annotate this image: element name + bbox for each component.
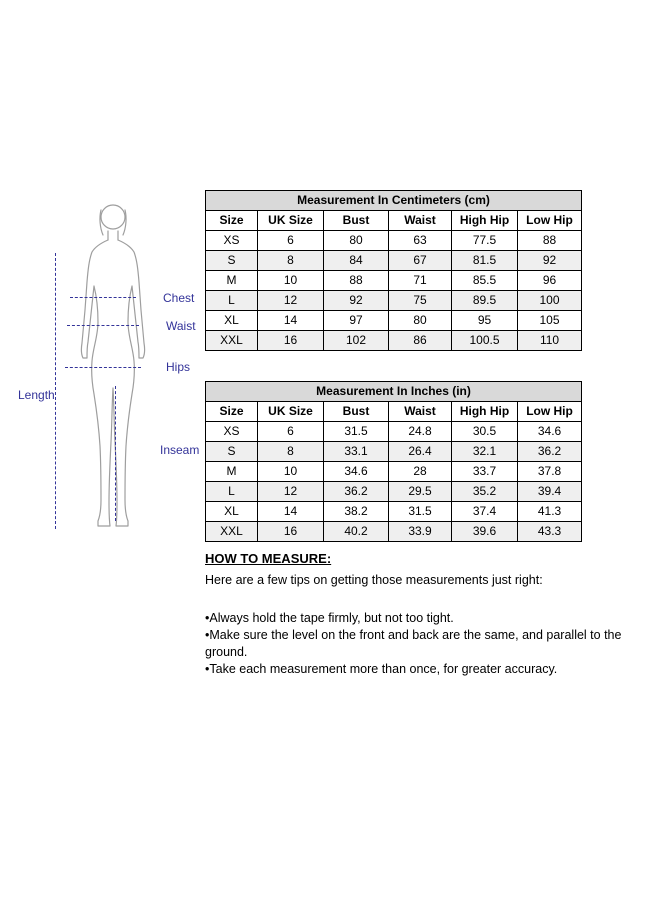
table-cell: L [206, 291, 258, 311]
table-cell: 30.5 [452, 422, 518, 442]
header-cell: Bust [324, 402, 389, 422]
table-cell: 10 [258, 462, 324, 482]
table-cell: 81.5 [452, 251, 518, 271]
table-title-row [206, 382, 582, 402]
table-cell: 36.2 [324, 482, 389, 502]
table-row [206, 502, 582, 522]
table-cell: XL [206, 502, 258, 522]
table-title: Measurement In Inches (in) [206, 382, 582, 402]
table-cell: 92 [518, 251, 582, 271]
table-row [206, 331, 582, 351]
silhouette-neck [108, 231, 118, 240]
chest-label: Chest [163, 291, 195, 305]
table-cell: 102 [324, 331, 389, 351]
table-cell: 35.2 [452, 482, 518, 502]
table-cell: 67 [389, 251, 452, 271]
size-tables [205, 190, 581, 542]
table-cell: 33.7 [452, 462, 518, 482]
table-cell: 31.5 [324, 422, 389, 442]
table-row [206, 231, 582, 251]
table-cell: 37.8 [518, 462, 582, 482]
table-cell: S [206, 442, 258, 462]
table-cell: 110 [518, 331, 582, 351]
table-row [206, 462, 582, 482]
table-header-row [206, 211, 582, 231]
table-cell: L [206, 482, 258, 502]
inches-size-table [205, 381, 582, 542]
table-cell: 39.6 [452, 522, 518, 542]
table-cell: 6 [258, 422, 324, 442]
table-cell: 34.6 [518, 422, 582, 442]
table-row [206, 251, 582, 271]
inseam-measure-line [115, 386, 116, 521]
header-cell: High Hip [452, 402, 518, 422]
table-cell: XXL [206, 331, 258, 351]
table-cell: 71 [389, 271, 452, 291]
header-cell: High Hip [452, 211, 518, 231]
inseam-label: Inseam [160, 443, 200, 457]
table-cell: 80 [389, 311, 452, 331]
table-row [206, 522, 582, 542]
hips-label: Hips [166, 360, 191, 374]
table-title: Measurement In Centimeters (cm) [206, 191, 582, 211]
table-cell: 63 [389, 231, 452, 251]
table-cell: S [206, 251, 258, 271]
table-cell: 77.5 [452, 231, 518, 251]
waist-label: Waist [166, 319, 196, 333]
table-cell: 85.5 [452, 271, 518, 291]
table-cell: XL [206, 311, 258, 331]
body-silhouette-illustration [65, 198, 161, 538]
silhouette-head [101, 205, 125, 229]
table-row [206, 482, 582, 502]
table-cell: 39.4 [518, 482, 582, 502]
measurement-figure [15, 195, 215, 555]
header-cell: Size [206, 211, 258, 231]
measuring-tips-list [205, 610, 650, 678]
table-cell: 24.8 [389, 422, 452, 442]
table-cell: 40.2 [324, 522, 389, 542]
table-cell: 36.2 [518, 442, 582, 462]
table-cell: 28 [389, 462, 452, 482]
table-row [206, 291, 582, 311]
table-title-row [206, 191, 582, 211]
header-cell: Waist [389, 402, 452, 422]
table-cell: 84 [324, 251, 389, 271]
table-cell: 41.3 [518, 502, 582, 522]
chest-measure-line [70, 297, 136, 298]
table-row [206, 271, 582, 291]
tip-item: • Make sure the level on the front and back are the same, and parallel to the ground. [205, 627, 650, 661]
table-cell: M [206, 462, 258, 482]
table-cell: 33.9 [389, 522, 452, 542]
how-to-measure-intro: Here are a few tips on getting those measurements just right: [205, 573, 543, 587]
table-header-row [206, 402, 582, 422]
table-cell: 16 [258, 331, 324, 351]
header-cell: Low Hip [518, 211, 582, 231]
table-cell: 97 [324, 311, 389, 331]
how-to-measure-title: HOW TO MEASURE: [205, 551, 332, 566]
table-row [206, 422, 582, 442]
table-cell: 31.5 [389, 502, 452, 522]
table-cell: 14 [258, 502, 324, 522]
cm-size-table [205, 190, 582, 351]
table-cell: 80 [324, 231, 389, 251]
table-cell: XS [206, 422, 258, 442]
table-cell: 16 [258, 522, 324, 542]
table-cell: 12 [258, 482, 324, 502]
hips-measure-line [65, 367, 141, 368]
table-cell: 6 [258, 231, 324, 251]
table-cell: 37.4 [452, 502, 518, 522]
silhouette-body [81, 240, 144, 526]
table-cell: 86 [389, 331, 452, 351]
table-cell: M [206, 271, 258, 291]
waist-measure-line [67, 325, 139, 326]
table-cell: 92 [324, 291, 389, 311]
tip-item: • Always hold the tape firmly, but not too tight. [205, 610, 650, 627]
table-cell: 8 [258, 442, 324, 462]
table-cell: 43.3 [518, 522, 582, 542]
table-cell: 89.5 [452, 291, 518, 311]
header-cell: UK Size [258, 402, 324, 422]
table-row [206, 311, 582, 331]
table-cell: 32.1 [452, 442, 518, 462]
table-cell: XXL [206, 522, 258, 542]
table-cell: 12 [258, 291, 324, 311]
header-cell: Bust [324, 211, 389, 231]
table-cell: 26.4 [389, 442, 452, 462]
table-cell: 33.1 [324, 442, 389, 462]
table-cell: 10 [258, 271, 324, 291]
table-row [206, 442, 582, 462]
table-cell: 38.2 [324, 502, 389, 522]
table-cell: 14 [258, 311, 324, 331]
table-cell: 96 [518, 271, 582, 291]
table-cell: 100.5 [452, 331, 518, 351]
length-measure-line [55, 253, 56, 529]
table-cell: 88 [518, 231, 582, 251]
header-cell: Low Hip [518, 402, 582, 422]
table-cell: XS [206, 231, 258, 251]
table-cell: 95 [452, 311, 518, 331]
length-label: Length [18, 388, 55, 402]
table-cell: 8 [258, 251, 324, 271]
table-cell: 100 [518, 291, 582, 311]
table-cell: 75 [389, 291, 452, 311]
table-cell: 34.6 [324, 462, 389, 482]
table-cell: 88 [324, 271, 389, 291]
table-cell: 105 [518, 311, 582, 331]
header-cell: Size [206, 402, 258, 422]
header-cell: UK Size [258, 211, 324, 231]
how-to-measure-section [205, 551, 650, 678]
tip-item: • Take each measurement more than once, for greater accuracy. [205, 661, 650, 678]
header-cell: Waist [389, 211, 452, 231]
table-cell: 29.5 [389, 482, 452, 502]
